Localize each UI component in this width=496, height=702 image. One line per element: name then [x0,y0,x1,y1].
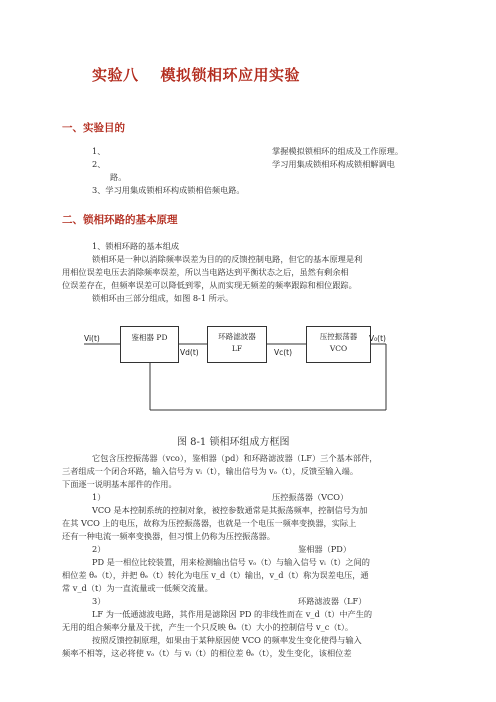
item2-line3: 常 v_d（t）为一直流量或一低频交流量。 [62,583,213,593]
subheading-composition: 1、锁相环路的基本组成 [92,241,180,251]
title-part2: 模拟锁相环应用实验 [160,66,301,84]
loop-filter-block [207,326,267,363]
pd-label: 鉴相器 PD [131,333,168,342]
objective-1-number: 1、 [92,146,106,156]
signal-vi-label: Vi(t) [84,334,100,343]
para1-line3: 位误差存在，但频率误差可以降低到零，从而实现无频差的频率跟踪和相位跟踪。 [62,280,357,290]
item1-line2: 在其 VCO 上的电压，故称为压控振荡器，也就是一个电压一频率变换器，实际上 [62,518,357,528]
signal-vo-label: V₀(t) [369,334,386,343]
figure-caption: 图 8-1 锁相环组成方框图 [177,437,290,448]
signal-vd-label: Vd(t) [180,348,199,357]
item3-line3: 按照反馈控制原理，如果由于某种原因使 VCO 的频率发生变化使得与输入 [92,635,362,645]
phase-detector-block [120,326,179,363]
item1-line3: 还有一种电流一频率变换器，但习惯上仍称为压控振荡器。 [62,531,275,541]
item1-number: 1） [92,492,106,502]
item3-line4: 频率不相等，这必将使 vₒ（t）与 vᵢ（t）的相位差 θₑ（t），发生变化，该相位差 [62,648,352,658]
item3-number: 3） [92,596,106,606]
lf-label-2: LF [231,344,243,353]
para1-line4: 锁相环由三部分组成，如图 8-1 所示。 [92,293,234,303]
para1-line1: 锁相环是一种以消除频率误差为目的的反馈控制电路，但它的基本原理是利 [92,254,363,264]
item1-title: 压控振荡器（VCO） [272,492,349,502]
signal-vc-label: Vc(t) [274,348,293,357]
para2-line2: 三者组成一个闭合环路，输入信号为 vᵢ（t），输出信号为 vₒ（t），反馈至输入端。 [62,466,359,476]
objective-3: 3、学习用集成锁相环构成锁相倍频电路。 [92,185,245,195]
para2-line3: 下面逐一说明基本部件的作用。 [62,479,177,489]
vco-block [306,326,371,363]
item2-line2: 相位差 θₑ（t），并把 θₑ（t）转化为电压 v_d（t）输出，v_d（t）称为误差电压，通 [62,570,369,580]
section-heading-principle: 二、锁相环路的基本原理 [62,214,178,226]
item3-line1: LF 为一低通滤波电路，其作用是滤除因 PD 的非线性而在 v_d（t）中产生的 [92,609,373,619]
item3-line2: 无用的组合频率分量及干扰，产生一个只反映 θₑ（t）大小的控制信号 v_c（t）。 [62,622,354,632]
item2-title: 鉴相器（PD） [298,544,352,554]
objective-2-continuation: 路。 [110,172,127,182]
section-heading-objectives: 一、实验目的 [62,122,125,134]
para2-line1: 它包含压控振荡器（vco），鉴相器（pd）和环路滤波器（LF）三个基本部件， [92,453,378,463]
vco-label-1: 压控振荡器 [319,332,358,341]
objective-2-number: 2、 [92,159,106,169]
item2-number: 2） [92,544,106,554]
vco-label-2: VCO [329,344,348,353]
item1-line1: VCO 是本控制系统的控制对象，被控参数通常是其振荡频率，控制信号为加 [92,505,368,515]
lf-label-1: 环路滤波器 [218,332,256,341]
para1-line2: 用相位误差电压去消除频率误差，所以当电路达到平衡状态之后，虽然有剩余相 [62,267,349,277]
objective-2-text: 学习用集成锁相环构成锁相解调电 [272,159,395,169]
item2-line1: PD 是一相位比较装置，用来检测输出信号 vₒ（t）与输入信号 vᵢ（t）之间的 [92,557,370,567]
item3-title: 环路滤波器（LF） [298,596,367,606]
objective-1-text: 掌握模拟锁相环的组成及工作原理。 [272,146,404,156]
title-part1: 实验八 [92,66,139,84]
